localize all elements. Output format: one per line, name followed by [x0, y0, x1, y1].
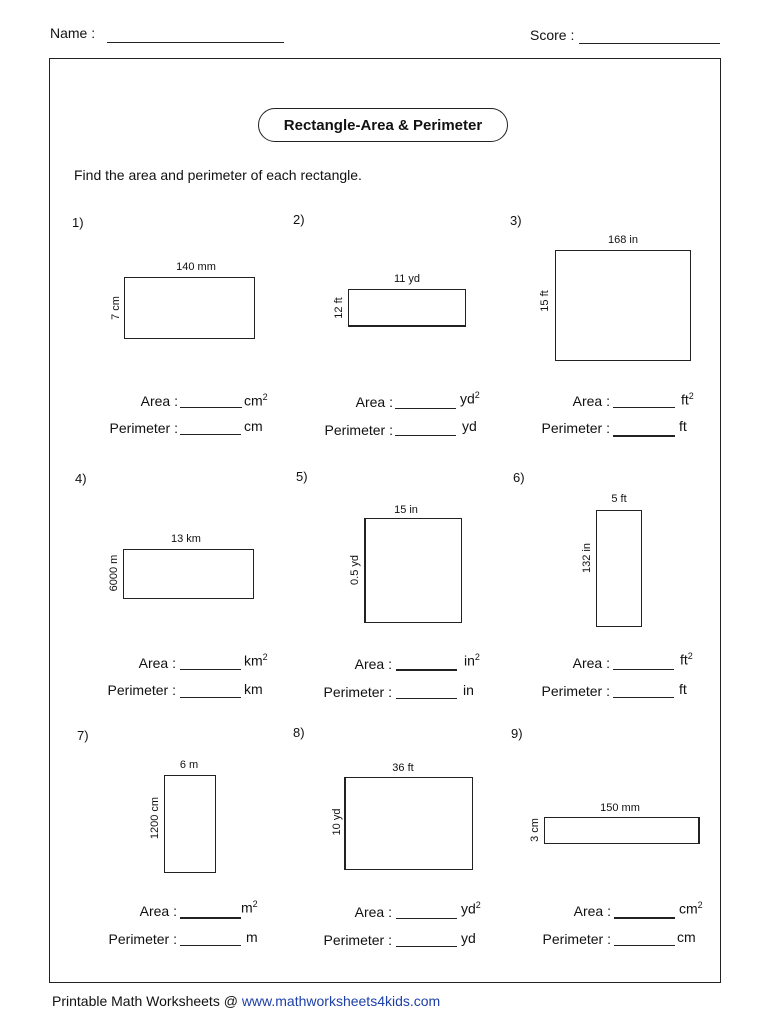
perimeter-label: Perimeter : — [542, 931, 611, 947]
height-label: 3 cm — [529, 818, 541, 842]
height-label: 12 ft — [333, 297, 345, 319]
area-answer-blank[interactable] — [395, 408, 456, 409]
area-label: Area : — [354, 656, 392, 672]
perimeter-unit: cm — [677, 929, 696, 945]
problem-number: 7) — [77, 728, 89, 743]
footer-text: Printable Math Worksheets @ — [52, 993, 242, 1009]
perimeter-label: Perimeter : — [323, 932, 392, 948]
width-label: 13 km — [171, 533, 201, 545]
perimeter-unit: yd — [462, 418, 477, 434]
perimeter-label: Perimeter : — [541, 420, 610, 436]
problem-number: 9) — [511, 726, 523, 741]
perimeter-answer-blank[interactable] — [396, 946, 457, 947]
problem-number: 5) — [296, 469, 308, 484]
perimeter-label: Perimeter : — [108, 931, 177, 947]
width-label: 5 ft — [611, 493, 627, 505]
area-unit: $cm^2$ — [244, 392, 268, 409]
worksheet-title: Rectangle-Area & Perimeter — [258, 108, 508, 142]
area-label: Area : — [140, 393, 178, 409]
perimeter-answer-blank[interactable] — [395, 435, 456, 436]
area-label: Area : — [139, 903, 177, 919]
problem-number: 2) — [293, 212, 305, 227]
rectangle-figure — [555, 250, 691, 361]
perimeter-unit: m — [246, 929, 258, 945]
problem-number: 6) — [513, 470, 525, 485]
perimeter-unit: yd — [461, 930, 476, 946]
area-label: Area : — [572, 393, 610, 409]
area-answer-blank[interactable] — [180, 669, 241, 670]
height-label: 6000 m — [108, 554, 120, 592]
area-answer-blank[interactable] — [613, 407, 675, 408]
width-label: 6 m — [179, 759, 199, 771]
area-unit: $m^2$ — [241, 899, 258, 916]
perimeter-answer-blank[interactable] — [613, 697, 674, 698]
perimeter-answer-blank[interactable] — [396, 698, 457, 699]
height-label: 1200 cm — [149, 796, 161, 840]
perimeter-answer-blank[interactable] — [180, 945, 241, 946]
area-label: Area : — [355, 394, 393, 410]
score-label: Score : — [530, 27, 575, 43]
rectangle-figure — [544, 817, 700, 844]
perimeter-label: Perimeter : — [107, 682, 176, 698]
area-label: Area : — [138, 655, 176, 671]
footer-link[interactable]: www.mathworksheets4kids.com — [241, 993, 441, 1009]
rectangle-figure — [164, 775, 216, 873]
rectangle-figure — [364, 518, 462, 623]
width-label: 140 mm — [176, 261, 216, 273]
area-unit: $cm^2$ — [679, 900, 703, 917]
perimeter-label: Perimeter : — [323, 684, 392, 700]
perimeter-label: Perimeter : — [541, 683, 610, 699]
height-label: 15 ft — [539, 290, 551, 312]
width-label: 15 in — [394, 504, 418, 516]
problem-number: 3) — [510, 213, 522, 228]
instructions: Find the area and perimeter of each rectangle. — [74, 167, 362, 183]
width-label: 168 in — [608, 234, 638, 246]
area-unit: $ft^2$ — [681, 391, 694, 408]
perimeter-answer-blank[interactable] — [180, 697, 241, 698]
area-unit: $yd^2$ — [460, 390, 480, 407]
area-label: Area : — [354, 904, 392, 920]
width-label: 36 ft — [392, 762, 414, 774]
perimeter-label: Perimeter : — [324, 422, 393, 438]
area-label: Area : — [573, 903, 611, 919]
width-label: 150 mm — [600, 802, 640, 814]
height-label: 7 cm — [110, 296, 122, 320]
area-answer-blank[interactable] — [180, 917, 241, 919]
perimeter-unit: in — [463, 682, 474, 698]
area-answer-blank[interactable] — [396, 918, 457, 919]
area-answer-blank[interactable] — [396, 669, 457, 671]
rectangle-figure — [348, 289, 466, 327]
perimeter-unit: ft — [679, 681, 687, 697]
width-label: 11 yd — [393, 273, 421, 285]
perimeter-label: Perimeter : — [109, 420, 178, 436]
score-field[interactable] — [579, 43, 720, 44]
perimeter-unit: cm — [244, 418, 263, 434]
rectangle-figure — [124, 277, 255, 339]
area-answer-blank[interactable] — [614, 917, 675, 919]
problem-number: 8) — [293, 725, 305, 740]
problem-number: 1) — [72, 215, 84, 230]
perimeter-answer-blank[interactable] — [613, 435, 675, 437]
area-unit: $ft^2$ — [680, 651, 693, 668]
perimeter-unit: ft — [679, 418, 687, 434]
height-label: 132 in — [581, 543, 593, 573]
rectangle-figure — [123, 549, 254, 599]
name-field[interactable] — [107, 42, 284, 43]
perimeter-unit: km — [244, 681, 263, 697]
perimeter-answer-blank[interactable] — [180, 434, 241, 435]
height-label: 10 yd — [331, 808, 343, 836]
rectangle-figure — [596, 510, 642, 627]
area-answer-blank[interactable] — [613, 669, 674, 670]
area-answer-blank[interactable] — [180, 407, 242, 408]
name-label: Name : — [50, 25, 96, 41]
area-unit: $yd^2$ — [461, 900, 481, 917]
height-label: 0.5 yd — [349, 555, 361, 585]
footer — [52, 993, 440, 1009]
problem-number: 4) — [75, 471, 87, 486]
rectangle-figure — [344, 777, 473, 870]
perimeter-answer-blank[interactable] — [614, 945, 675, 946]
area-label: Area : — [572, 655, 610, 671]
area-unit: $in^2$ — [464, 652, 480, 669]
area-unit: $km^2$ — [244, 652, 268, 669]
